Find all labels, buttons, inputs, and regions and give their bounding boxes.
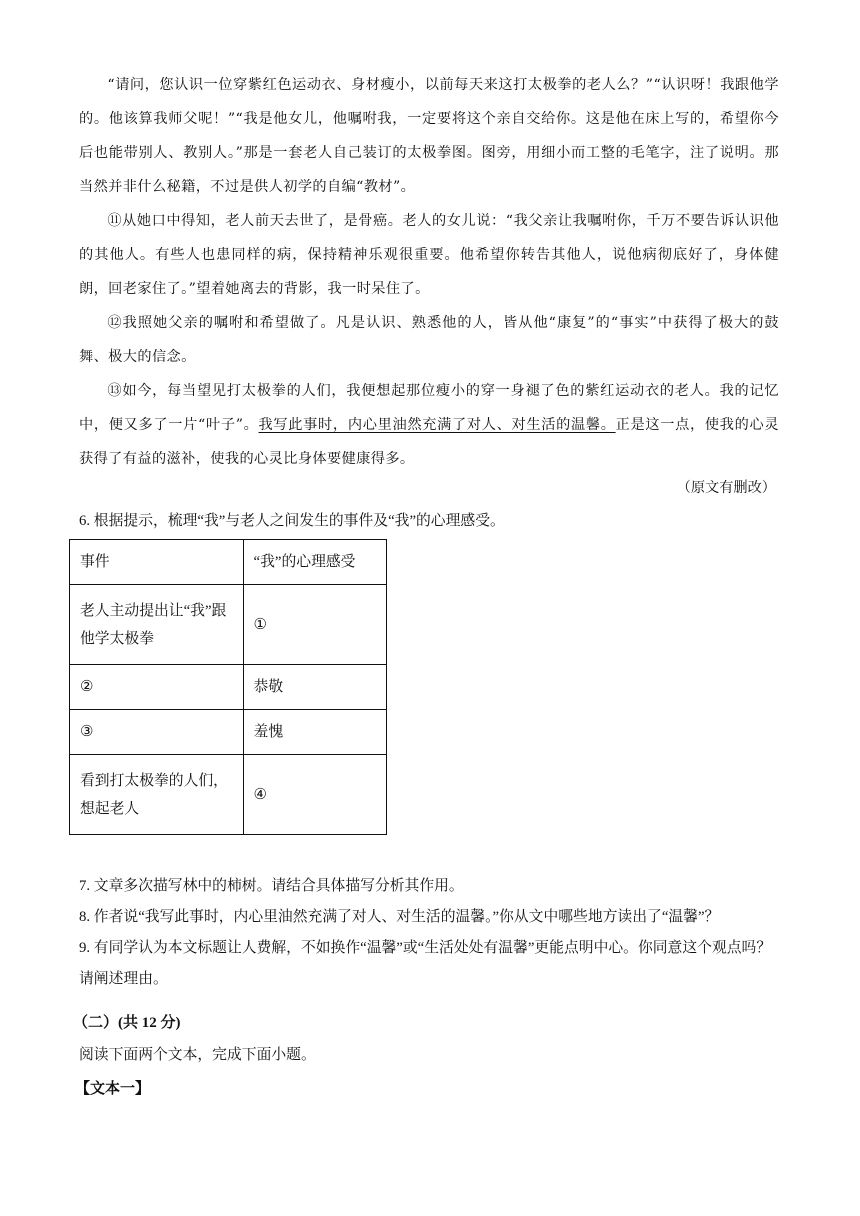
table-cell-event: 看到打太极拳的人们，想起老人 bbox=[70, 755, 244, 835]
table-cell-feeling: 羞愧 bbox=[243, 710, 386, 755]
table-cell-feeling: ④ bbox=[243, 755, 386, 835]
paragraph-13-text-start: ⑬如今，每当望见打太极拳的人们，我便想起那位瘦小的穿一身褪了色的紫红运动衣的老人。我的记忆中，便又多了一片“叶子”。 bbox=[79, 383, 779, 433]
reading-passage bbox=[79, 68, 779, 476]
table-row bbox=[70, 585, 387, 665]
paragraph-10: “请问，您认识一位穿紫红色运动衣、身材瘦小，以前每天来这打太极拳的老人么？”“认识呀！我跟他学的。他该算我师父呢！”“我是他女儿，他嘱咐我，一定要将这个亲自交给你。这是他在床上写的，希望你今后也能带别人、教别人。”那是一套老人自己装订的太极拳图。图旁，用细小而工整的毛笔字，注了说明。那当然并非什么秘籍，不过是供人初学的自编“教材”。 bbox=[79, 77, 779, 195]
questions-list bbox=[79, 871, 779, 995]
table-cell-event: ② bbox=[70, 665, 244, 710]
text-one-label: 【文本一】 bbox=[75, 1081, 151, 1097]
section-heading: （二）(共 12 分) bbox=[73, 1015, 181, 1031]
paragraph-12: ⑫我照她父亲的嘱咐和希望做了。凡是认识、熟悉他的人，皆从他“康复”的“事实”中获得了极大的鼓舞、极大的信念。 bbox=[79, 315, 779, 365]
header-event: 事件 bbox=[70, 540, 244, 585]
table-cell-feeling: ① bbox=[243, 585, 386, 665]
paragraph-11: ⑪从她口中得知，老人前天去世了，是骨癌。老人的女儿说：“我父亲让我嘱咐你，千万不要告诉认识他的其他人。有些人也患同样的病，保持精神乐观很重要。他希望你转告其他人，说他病彻底好了，身体健朗，回老家住了。”望着她离去的背影，我一时呆住了。 bbox=[79, 213, 779, 297]
table-cell-event: ③ bbox=[70, 710, 244, 755]
question-6: 6. 根据提示，梳理“我”与老人之间发生的事件及“我”的心理感受。 bbox=[79, 513, 505, 529]
header-feeling: “我”的心理感受 bbox=[243, 540, 386, 585]
events-feelings-table bbox=[69, 539, 387, 835]
paragraph-13 bbox=[79, 374, 779, 476]
table-row bbox=[70, 755, 387, 835]
table-cell-event: 老人主动提出让“我”跟他学太极拳 bbox=[70, 585, 244, 665]
underlined-sentence: 我写此事时，内心里油然充满了对人、对生活的温馨。 bbox=[258, 417, 616, 433]
source-note: （原文有删改） bbox=[676, 480, 776, 496]
table-cell-feeling: 恭敬 bbox=[243, 665, 386, 710]
table-header-row bbox=[70, 540, 387, 585]
table-row bbox=[70, 710, 387, 755]
paragraph-13-text-end: 正是这一点，使我的心灵获得了有益的滋补，使我的心灵比身体要健康得多。 bbox=[79, 417, 779, 467]
question-9: 9. 有同学认为本文标题让人费解，不如换作“温馨”或“生活处处有温馨”更能点明中心。你同意这个观点吗？请阐述理由。 bbox=[79, 940, 772, 987]
question-8: 8. 作者说“我写此事时，内心里油然充满了对人、对生活的温馨。”你从文中哪些地方读出了“温馨”？ bbox=[79, 909, 720, 925]
table-row bbox=[70, 665, 387, 710]
section-instruction: 阅读下面两个文本，完成下面小题。 bbox=[79, 1047, 316, 1063]
question-7: 7. 文章多次描写林中的柿树。请结合具体描写分析其作用。 bbox=[79, 878, 464, 894]
